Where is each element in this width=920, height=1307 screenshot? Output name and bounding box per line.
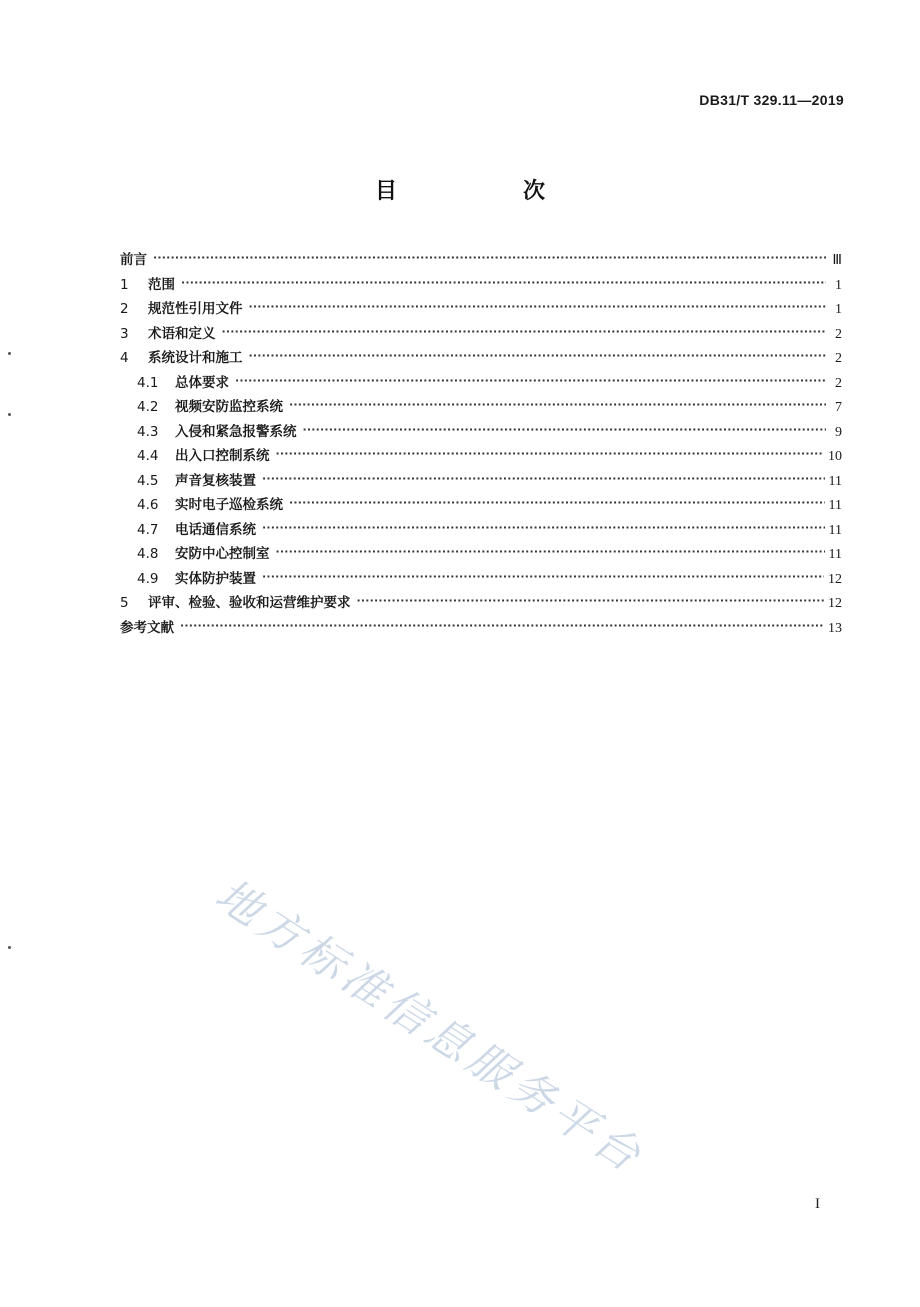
toc-entry-label: 实时电子巡检系统 — [175, 497, 283, 513]
toc-leader-dots — [180, 617, 824, 633]
toc-entry[interactable] — [120, 542, 842, 567]
toc-leader-dots — [262, 470, 825, 486]
toc-leader-dots — [289, 396, 826, 412]
toc-entry[interactable] — [120, 616, 842, 641]
standard-code: DB31/T 329.11—2019 — [699, 92, 844, 108]
toc-leader-dots — [276, 543, 825, 559]
toc-entry-page: 11 — [828, 522, 842, 538]
toc-entry-page: 1 — [835, 302, 842, 317]
toc-entry-label: 评审、检验、验收和运营维护要求 — [148, 595, 351, 611]
toc-entry-number: 4.5 — [137, 472, 159, 489]
toc-leader-dots — [181, 274, 826, 290]
toc-entry[interactable] — [120, 420, 842, 445]
toc-leader-dots — [235, 372, 826, 388]
toc-entry-label: 视频安防监控系统 — [175, 399, 283, 415]
toc-entry-label: 出入口控制系统 — [175, 448, 270, 464]
toc-entry-label: 参考文献 — [120, 619, 174, 636]
toc-entry[interactable] — [120, 371, 842, 396]
toc-entry-page: 10 — [828, 449, 842, 464]
toc-entry[interactable] — [120, 518, 842, 543]
toc-entry[interactable] — [120, 346, 842, 371]
toc-leader-dots — [303, 421, 827, 437]
page-number: I — [815, 1196, 820, 1212]
toc-entry[interactable] — [120, 395, 842, 420]
toc-entry[interactable] — [120, 493, 842, 518]
margin-dot — [8, 352, 11, 355]
toc-leader-dots — [262, 568, 824, 584]
toc-entry-page: 12 — [828, 571, 842, 587]
toc-entry-number: 5 — [120, 595, 129, 611]
toc-entry[interactable] — [120, 273, 842, 298]
toc-entry-number: 2 — [120, 301, 129, 317]
toc-entry[interactable] — [120, 567, 842, 592]
toc-leader-dots — [276, 445, 825, 461]
toc-entry-page: 2 — [835, 375, 842, 391]
toc-entry-page: 12 — [828, 596, 842, 611]
toc-entry-label: 入侵和紧急报警系统 — [175, 423, 297, 440]
toc-entry-number: 4.8 — [137, 546, 159, 562]
toc-entry-label: 安防中心控制室 — [175, 546, 270, 562]
toc-entry-page: 2 — [835, 326, 842, 342]
toc-leader-dots — [262, 519, 825, 535]
toc-entry-label: 电话通信系统 — [175, 521, 256, 538]
toc-leader-dots — [249, 298, 827, 314]
toc-entry-page: 11 — [828, 473, 842, 489]
toc-entry-number: 4.2 — [137, 399, 159, 415]
toc-entry-label: 实体防护装置 — [175, 570, 256, 587]
toc-entry-page: 11 — [828, 498, 842, 513]
toc-entry-number: 4.7 — [137, 521, 159, 538]
toc-entry-label: 术语和定义 — [148, 325, 216, 342]
toc-entry-number: 4.9 — [137, 570, 159, 587]
toc-entry-page: 11 — [828, 547, 842, 562]
watermark: 地方标准信息服务平台 — [206, 869, 654, 1185]
toc-entry-number: 3 — [120, 325, 129, 342]
toc-entry[interactable] — [120, 322, 842, 347]
toc-entry-page: 1 — [835, 277, 842, 293]
page-title: 目 次 — [374, 179, 597, 204]
toc-entry[interactable] — [120, 248, 842, 273]
toc-entry-label: 前言 — [120, 252, 147, 268]
toc-leader-dots — [153, 249, 826, 265]
toc-entry-label: 声音复核装置 — [175, 472, 256, 489]
toc-entry[interactable] — [120, 591, 842, 616]
toc-entry-number: 4.4 — [137, 448, 159, 464]
margin-dot — [8, 413, 11, 416]
toc-entry[interactable] — [120, 444, 842, 469]
toc-entry-page: 7 — [835, 400, 842, 415]
toc-entry-page: Ⅲ — [832, 253, 842, 268]
toc-entry[interactable] — [120, 297, 842, 322]
toc-leader-dots — [222, 323, 827, 339]
toc-entry-page: 2 — [835, 351, 842, 366]
toc-entry[interactable] — [120, 469, 842, 494]
toc-entry-label: 规范性引用文件 — [148, 301, 243, 317]
toc-entry-page: 9 — [835, 424, 842, 440]
toc-entry-number: 4.3 — [137, 423, 159, 440]
toc-entry-number: 4.6 — [137, 497, 159, 513]
toc-entry-label: 范围 — [148, 276, 175, 293]
toc-leader-dots — [357, 592, 825, 608]
toc-entry-number: 1 — [120, 276, 129, 293]
toc-entry-page: 13 — [828, 620, 842, 636]
toc-leader-dots — [249, 347, 827, 363]
toc-entry-label: 系统设计和施工 — [148, 350, 243, 366]
toc-entry-number: 4 — [120, 350, 129, 366]
toc-entry-label: 总体要求 — [175, 374, 229, 391]
margin-dot — [8, 946, 11, 949]
table-of-contents — [120, 248, 842, 640]
toc-leader-dots — [289, 494, 825, 510]
toc-entry-number: 4.1 — [137, 374, 159, 391]
